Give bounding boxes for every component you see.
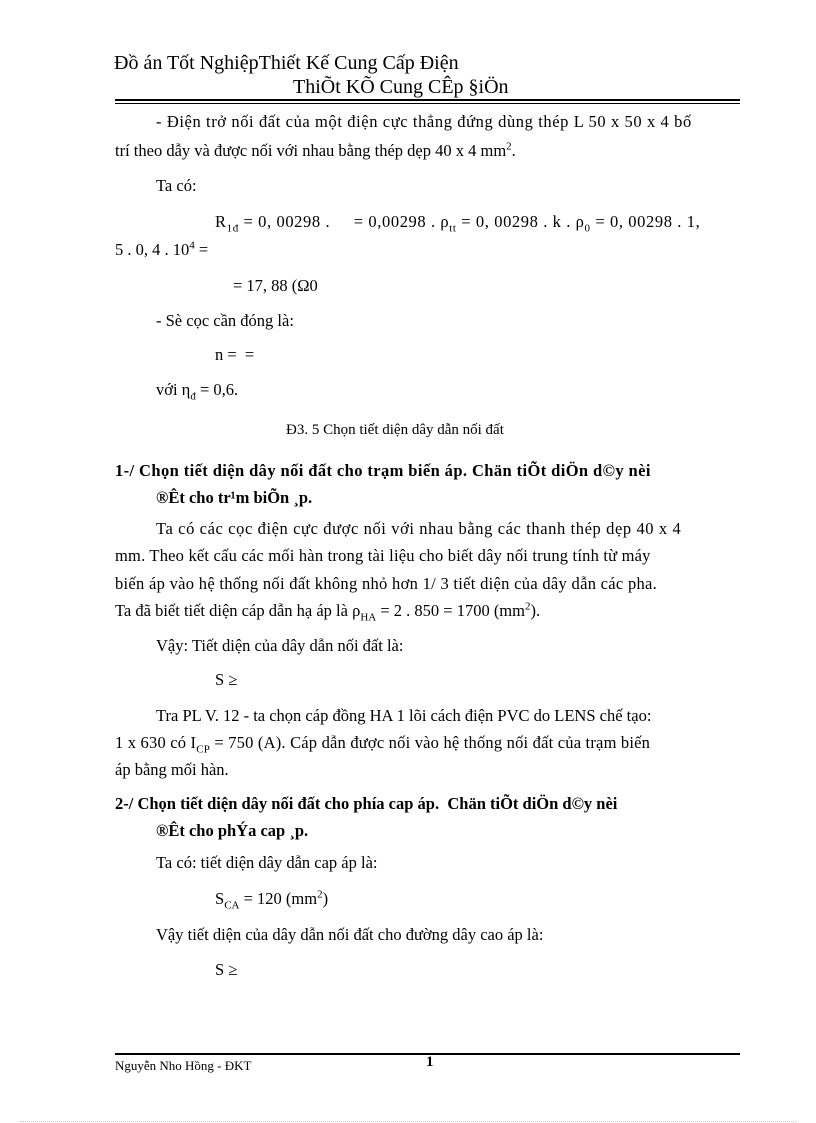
sca-equation: $S_{CA} = 120$ $(mm^2)$ xyxy=(215,888,329,912)
coc-label: - Sè cọc cần đóng là: xyxy=(156,311,294,330)
equation-line: $R_{1đ} = 0$, 00298 . = 0,00298 . $\rho_{tt} = 0$, 00298 . k . $\rho_0 = 0$, 00298 . 1, xyxy=(215,212,701,235)
header-title: Đồ án Tốt NghiệpThiết Kế Cung Cấp Điện xyxy=(114,52,459,74)
header-rule-thin xyxy=(115,103,740,104)
paragraph-line: Ta có các cọc điện cực được nối với nhau bằng các thanh thép dẹp 40 x 4 xyxy=(156,519,682,538)
paragraph-line: trí theo dẫy và được nối với nhau bằng thép dẹp 40 x 4 $mm^2$. xyxy=(115,140,516,160)
conclusion-line: Vậy: Tiết diện của dây dẫn nối đất là: xyxy=(156,636,404,655)
n-equation: n = = xyxy=(215,345,255,364)
s-inequality: S ≥ xyxy=(215,670,238,689)
item-heading: 2-/ Chọn tiết diện dây nối đất cho phía cap áp. Chän tiÕt diÖn d©y nèi xyxy=(115,794,618,813)
paragraph-line: áp bằng mối hàn. xyxy=(115,760,229,779)
eta-equation: với $\eta_đ = 0,6$. xyxy=(156,380,239,403)
ta-co-label: Ta có: xyxy=(156,176,197,195)
item-heading: ®Êt cho tr¹m biÕn ¸p. xyxy=(156,488,313,507)
paragraph-line: Ta có: tiết diện dây dẫn cap áp là: xyxy=(156,853,378,872)
item-heading: ®Êt cho phÝa cap ¸p. xyxy=(156,821,309,840)
equation-line: 5 . 0, 4 . $10^4$ = xyxy=(115,239,209,259)
item-heading: 1-/ Chọn tiết diện dây nối đất cho trạm biến áp. Chän tiÕt diÖn d©y nèi xyxy=(115,461,651,480)
page-edge-dots xyxy=(20,1121,796,1122)
paragraph-line: Ta đã biết tiết diện cáp dẫn hạ áp là $\rho_{HA} = 2$ . 850 = 1700 $(mm^2)$. xyxy=(115,600,541,624)
header-subtitle: ThiÕt KÕ Cung CÊp §iÖn xyxy=(293,76,509,98)
header-rule-thick xyxy=(115,99,740,101)
paragraph-line: 1 x 630 có $I_{CP} = 750$ (A). Cáp dẫn được nối vào hệ thống nối đất của trạm biến xyxy=(115,733,651,756)
paragraph-line: mm. Theo kết cấu các mối hàn trong tài liệu cho biết dây nối trung tính từ máy xyxy=(115,546,651,565)
footer-author: Nguyễn Nho Hồng - ĐKT xyxy=(115,1058,252,1073)
paragraph-line: - Điện trở nối đất của một điện cực thẳng đứng dùng thép L 50 x 50 x 4 bố xyxy=(156,112,692,131)
section-heading: Đ3. 5 Chọn tiết diện dây dẫn nối đất xyxy=(286,422,504,438)
equation-result: = 17, 88 (Ω0 xyxy=(233,276,318,295)
conclusion-line: Vậy tiết diện của dây dẫn nối đất cho đường dây cao áp là: xyxy=(156,925,544,944)
page-number: 1 xyxy=(426,1054,434,1070)
paragraph-line: biến áp vào hệ thống nối đất không nhỏ hơn 1/ 3 tiết diện của dây dẫn các pha. xyxy=(115,574,658,593)
paragraph-line: Tra PL V. 12 - ta chọn cáp đồng HA 1 lõi cách điện PVC do LENS chế tạo: xyxy=(156,706,652,725)
s-inequality: S ≥ xyxy=(215,960,238,979)
